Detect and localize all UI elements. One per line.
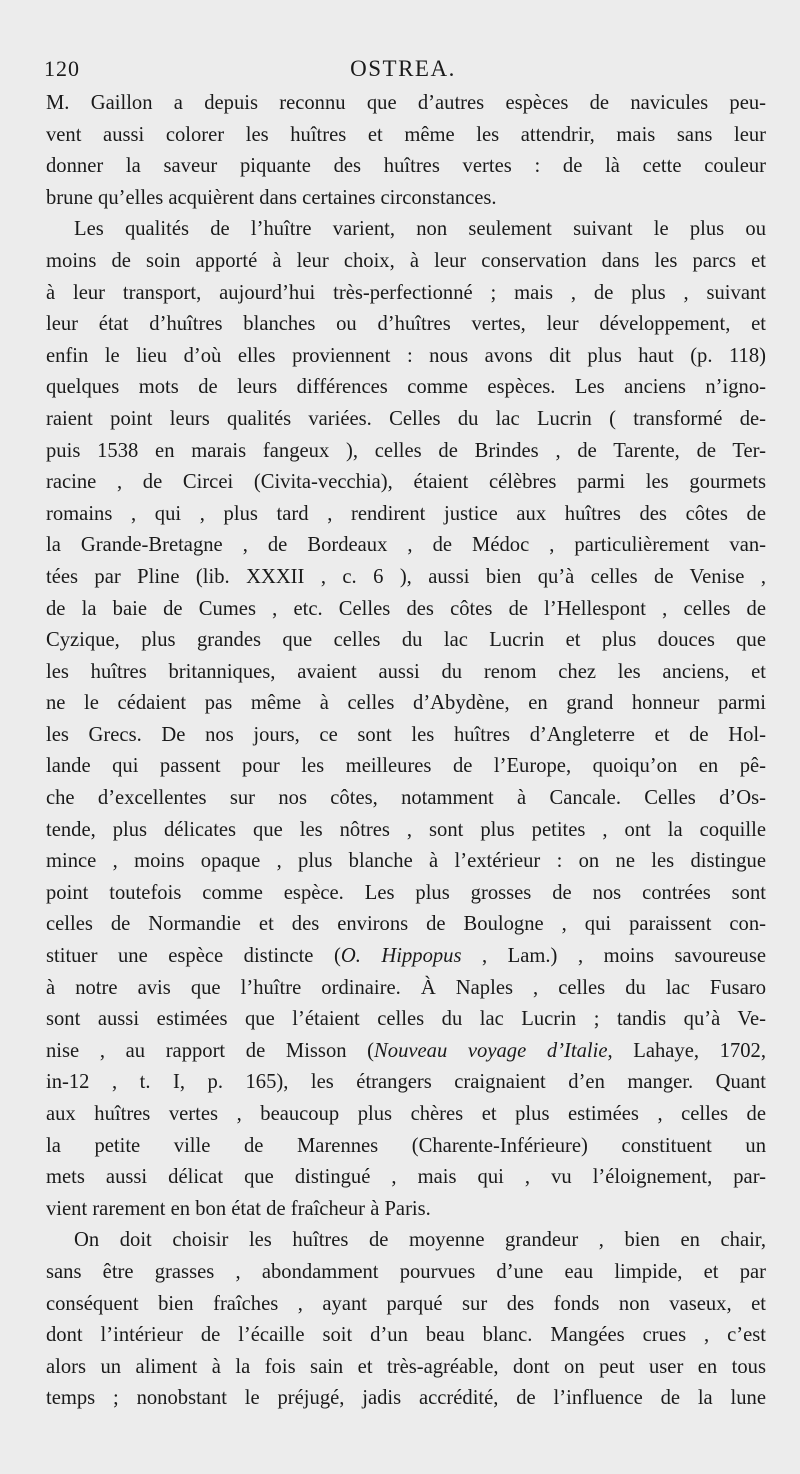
text-line: donner la saveur piquante des huîtres vertes : de là cette couleur: [46, 155, 766, 178]
text-line: les Grecs. De nos jours, ce sont les huîtres d’Angleterre et de Hol-: [46, 723, 766, 746]
text-line: vient rarement en bon état de fraîcheur à Paris.: [46, 1197, 431, 1220]
text-line: mince , moins opaque , plus blanche à l’extérieur : on ne les distingue: [46, 850, 766, 873]
text-line: sans être grasses , abondamment pourvues d’une eau limpide, et par: [46, 1260, 766, 1283]
text-line-with-italic: [46, 941, 766, 973]
text-line: à leur transport, aujourd’hui très-perfectionné ; mais , de plus , suivant: [46, 281, 766, 304]
text-line: mets aussi délicat que distingué , mais qui , vu l’éloignement, par-: [46, 1166, 766, 1189]
text-line: alors un aliment à la fois sain et très-agréable, dont on peut user en tous: [46, 1355, 766, 1378]
text-line: à notre avis que l’huître ordinaire. À Naples , celles du lac Fusaro: [46, 976, 766, 999]
text-line: celles de Normandie et des environs de Boulogne , qui paraissent con-: [46, 913, 766, 936]
text-line: moins de soin apporté à leur choix, à leur conservation dans les parcs et: [46, 249, 766, 272]
text-line: On doit choisir les huîtres de moyenne grandeur , bien en chair,: [74, 1229, 766, 1252]
text-line: Les qualités de l’huître varient, non seulement suivant le plus ou: [74, 218, 766, 241]
text-line: la petite ville de Marennes (Charente-Inférieure) constituent un: [46, 1134, 766, 1157]
text-segment: stituer une espèce distincte (: [46, 945, 341, 968]
text-segment: , Lahaye, 1702,: [607, 1039, 766, 1062]
text-line: conséquent bien fraîches , ayant parqué sur des fonds non vaseux, et: [46, 1292, 766, 1315]
page-number: 120: [44, 56, 80, 81]
text-line: vent aussi colorer les huîtres et même les attendrir, mais sans leur: [46, 123, 766, 146]
text-line: sont aussi estimées que l’étaient celles du lac Lucrin ; tandis qu’à Ve-: [46, 1008, 766, 1031]
text-line: ne le cédaient pas même à celles d’Abydène, en grand honneur parmi: [46, 692, 766, 715]
text-line: raient point leurs qualités variées. Celles du lac Lucrin ( transformé de-: [46, 407, 766, 430]
text-segment: nise , au rapport de Misson (: [46, 1039, 375, 1062]
text-line: puis 1538 en marais fangeux ), celles de Brindes , de Tarente, de Ter-: [46, 439, 766, 462]
text-line: racine , de Circei (Civita-vecchia), étaient célèbres parmi les gourmets: [46, 471, 766, 494]
text-segment: , Lam.) , moins savoureuse: [461, 945, 766, 968]
text-line: romains , qui , plus tard , rendirent justice aux huîtres des côtes de: [46, 502, 766, 525]
text-line: leur état d’huîtres blanches ou d’huîtres vertes, leur développement, et: [46, 313, 766, 336]
text-line: de la baie de Cumes , etc. Celles des côtes de l’Hellespont , celles de: [46, 597, 766, 620]
text-line: la Grande-Bretagne , de Bordeaux , de Médoc , particulièrement van-: [46, 534, 766, 557]
text-line: che d’excellentes sur nos côtes, notamment à Cancale. Celles d’Os-: [46, 787, 766, 810]
body-text: [46, 88, 766, 1415]
running-title: OSTREA.: [350, 56, 456, 81]
text-line: les huîtres britanniques, avaient aussi du renom chez les anciens, et: [46, 660, 766, 683]
italic-species-name: O. Hippopus: [340, 945, 462, 968]
text-line: tées par Pline (lib. XXXII , c. 6 ), aussi bien qu’à celles de Venise ,: [46, 565, 766, 588]
text-line: tende, plus délicates que les nôtres , sont plus petites , ont la coquille: [46, 818, 766, 841]
italic-book-title: Nouveau voyage d’Italie: [374, 1039, 608, 1062]
text-line: dont l’intérieur de l’écaille soit d’un beau blanc. Mangées crues , c’est: [46, 1324, 766, 1347]
text-line: temps ; nonobstant le préjugé, jadis accrédité, de l’influence de la lune: [46, 1387, 766, 1410]
text-line: enfin le lieu d’où elles proviennent : nous avons dit plus haut (p. 118): [46, 344, 766, 367]
running-head: [44, 56, 762, 84]
text-line: M. Gaillon a depuis reconnu que d’autres espèces de navicules peu-: [46, 92, 766, 114]
text-line: Cyzique, plus grandes que celles du lac Lucrin et plus douces que: [46, 629, 766, 652]
text-line: aux huîtres vertes , beaucoup plus chères et plus estimées , celles de: [46, 1103, 766, 1125]
text-line: in-12 , t. I, p. 165), les étrangers craignaient d’en manger. Quant: [46, 1071, 766, 1094]
text-line: brune qu’elles acquièrent dans certaines circonstances.: [46, 186, 497, 209]
text-line: point toutefois comme espèce. Les plus grosses de nos contrées sont: [46, 881, 766, 904]
text-line: lande qui passent pour les meilleures de l’Europe, quoiqu’on en pê-: [46, 755, 766, 778]
text-line-with-italic: [46, 1036, 766, 1068]
text-line: quelques mots de leurs différences comme espèces. Les anciens n’igno-: [46, 376, 766, 399]
